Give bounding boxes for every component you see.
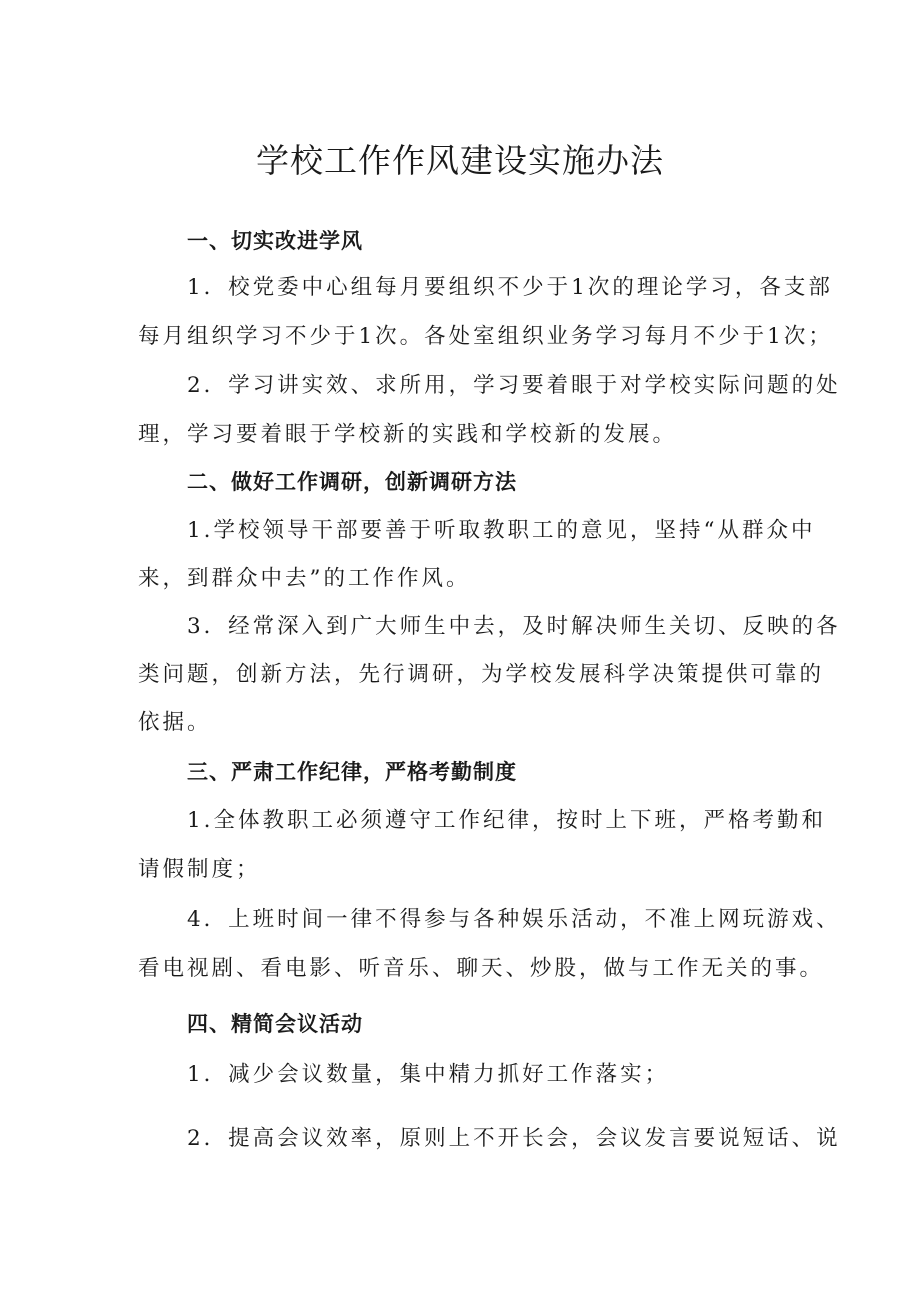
section-heading-3: 三、严肃工作纪律，严格考勤制度 (187, 760, 517, 784)
section-heading-2: 二、做好工作调研，创新调研方法 (187, 470, 517, 494)
paragraph-line: 4．上班时间一律不得参与各种娱乐活动，不准上网玩游戏、 (187, 907, 841, 932)
paragraph-line: 3．经常深入到广大师生中去，及时解决师生关切、反映的各 (187, 614, 841, 639)
section-heading-4: 四、精简会议活动 (187, 1012, 363, 1036)
paragraph-line: 2．提高会议效率，原则上不开长会，会议发言要说短话、说 (187, 1126, 841, 1151)
paragraph-line: 每月组织学习不少于1次。各处室组织业务学习每月不少于1次； (138, 324, 833, 349)
paragraph-line: 理，学习要着眼于学校新的实践和学校新的发展。 (138, 422, 678, 447)
document-title: 学校工作作风建设实施办法 (256, 141, 664, 180)
paragraph-line: 1.全体教职工必须遵守工作纪律，按时上下班，严格考勤和 (187, 808, 827, 833)
paragraph-line: 来，到群众中去”的工作作风。 (138, 566, 471, 591)
paragraph-line: 请假制度； (138, 857, 261, 882)
section-heading-1: 一、切实改进学风 (187, 229, 363, 253)
paragraph-line: 1．减少会议数量，集中精力抓好工作落实； (187, 1062, 670, 1087)
paragraph-line: 看电视剧、看电影、听音乐、聊天、炒股，做与工作无关的事。 (138, 956, 825, 981)
paragraph-line: 依据。 (138, 710, 212, 735)
paragraph-line: 1．校党委中心组每月要组织不少于1次的理论学习，各支部 (187, 275, 833, 300)
paragraph-line: 类问题，创新方法，先行调研，为学校发展科学决策提供可靠的 (138, 662, 825, 687)
paragraph-line: 1.学校领导干部要善于听取教职工的意见，坚持“从群众中 (187, 518, 816, 543)
paragraph-line: 2．学习讲实效、求所用，学习要着眼于对学校实际问题的处 (187, 373, 841, 398)
